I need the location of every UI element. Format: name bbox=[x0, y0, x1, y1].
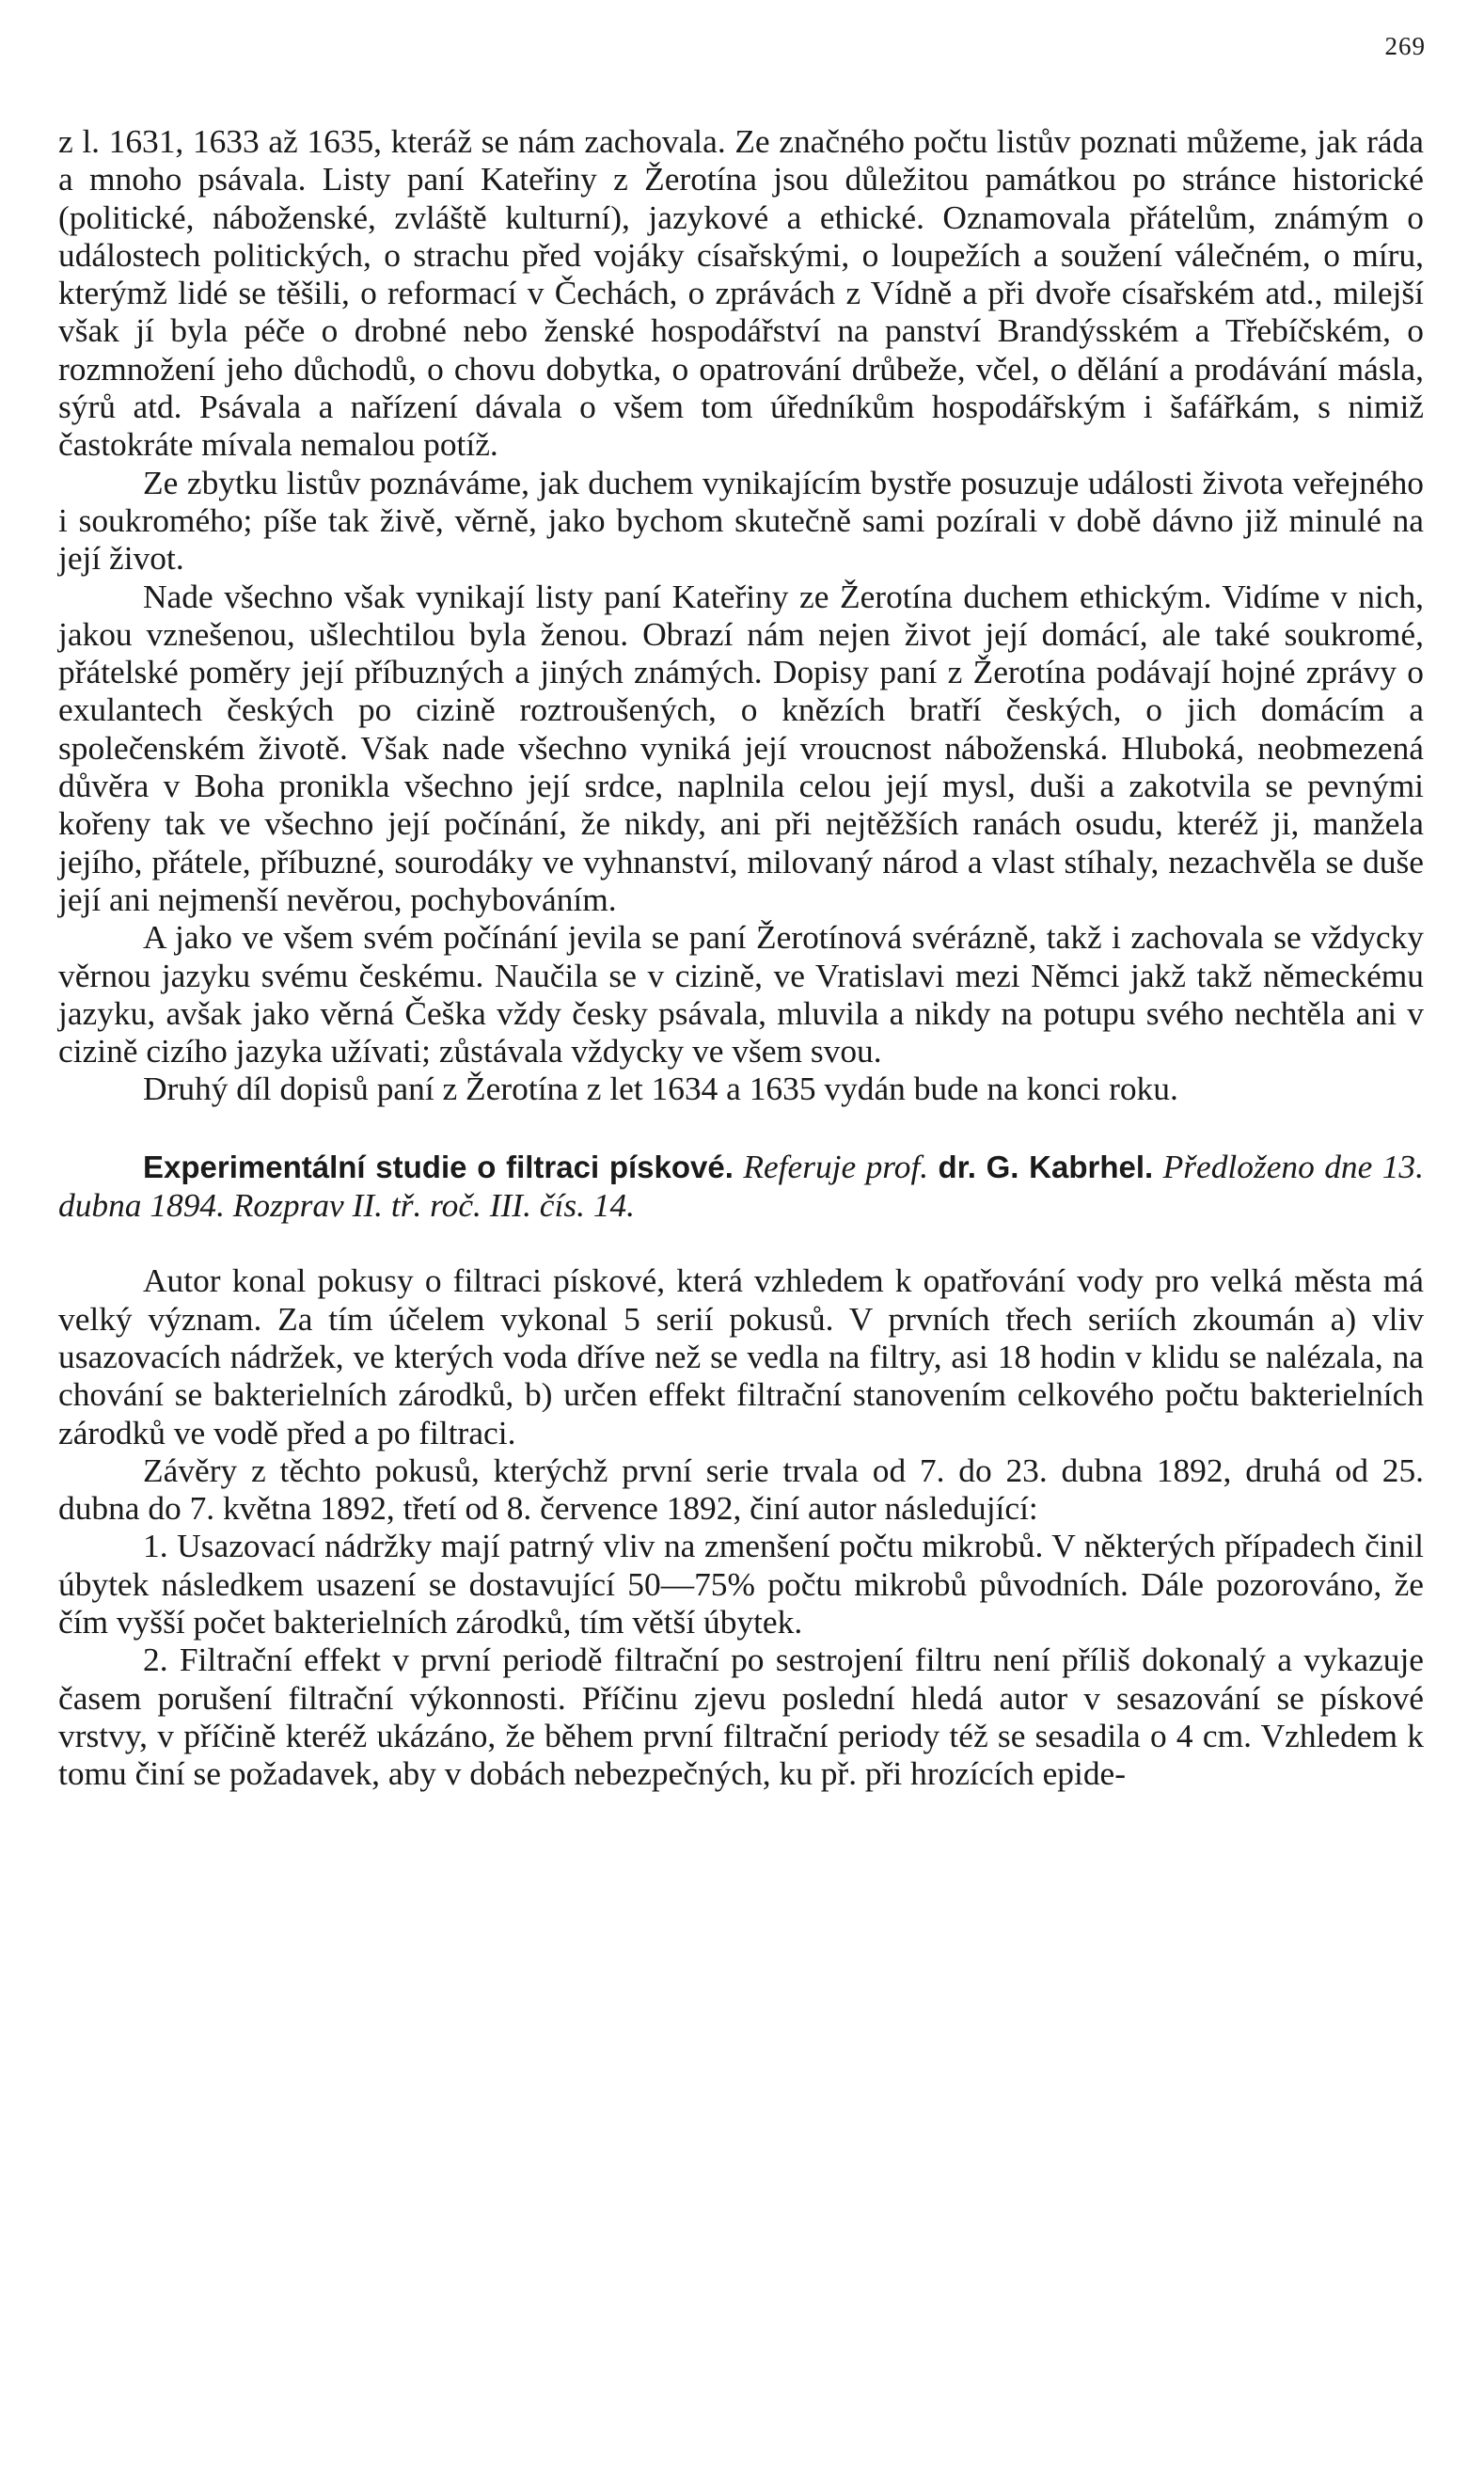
paragraph: 1. Usazovací nádržky mají patrný vliv na zmenšení počtu mikrobů. V některých případech činil úbytek následkem usazení se dostavující 50—75% počtu mikrobů původních. Dále pozorováno, že čím vyšší počet bakterielních zárodků, tím větší úbytek. bbox=[58, 1527, 1424, 1641]
paragraph: Závěry z těchto pokusů, kterýchž první serie trvala od 7. do 23. dubna 1892, druhá od 25. dubna do 7. května 1892, třetí od 8. července 1892, činí autor následující: bbox=[58, 1451, 1424, 1528]
submission-note: Předloženo dne 13. dubna 1894. Rozprav II. tř. roč. III. čís. 14. bbox=[58, 1147, 1424, 1225]
page-number: 269 bbox=[1384, 32, 1426, 60]
paragraph: z l. 1631, 1633 až 1635, kteráž se nám zachovala. Ze značného počtu listův poznati můžeme, jak ráda a mnoho psávala. Listy paní Kateřiny z Žerotína jsou důležitou památkou po stránce historické (politické, náboženské, zvláště kulturní), jazykové a ethické. Oznamovala přátelům, známým o událostech politických, o strachu před vojáky císařskými, o loupežích a soužení válečném, o míru, kterýmž lidé se těšili, o reformací v Čechách, o zprávách z Vídně a při dvoře císařském atd., milejší však jí byla péče o drobné nebo ženské hospodářství na panství Brandýsském a Třebíčském, o rozmnožení jeho důchodů, o chovu dobytka, o opatrování drůbeže, včel, o dělání a prodávání másla, sýrů atd. Psávala a nařízení dávala o všem tom úředníkům hospodářským i šafářkám, s nimiž častokráte mívala nemalou potíž. bbox=[58, 122, 1424, 464]
section-heading bbox=[58, 1148, 1424, 1225]
referuje-label: Referuje prof. bbox=[743, 1147, 929, 1185]
paragraph: Autor konal pokusy o filtraci pískové, která vzhledem k opatřování vody pro velká města má velký význam. Za tím účelem vykonal 5 serií pokusů. V prvních třech seriích zkoumán a) vliv usazovacích nádržek, ve kterých voda dříve než se vedla na filtry, asi 18 hodin v klidu se nalézala, na chování se bakterielních zárodků, b) určen effekt filtrační stanovením celkového počtu bakterielních zárodků ve vodě před a po filtraci. bbox=[58, 1261, 1424, 1451]
paragraph: 2. Filtrační effekt v první periodě filtrační po sestrojení filtru není příliš dokonalý a vykazuje časem porušení filtrační výkonnosti. Příčinu zjevu poslední hledá autor v sesazování se pískové vrstvy, v příčině kteréž ukázáno, že během první filtrační periody též se sesadila o 4 cm. Vzhledem k tomu činí se požadavek, aby v dobách nebezpečných, ku př. při hrozících epide- bbox=[58, 1641, 1424, 1793]
section-title: Experimentální studie o filtraci pískové. bbox=[143, 1149, 734, 1184]
section-author: dr. G. Kabrhel. bbox=[938, 1149, 1154, 1184]
paragraph: Druhý díl dopisů paní z Žerotína z let 1634 a 1635 vydán bude na konci roku. bbox=[143, 1070, 1178, 1108]
paragraph: A jako ve všem svém počínání jevila se paní Žerotínová svérázně, takž i zachovala se vždycky věrnou jazyku svému českému. Naučila se v cizině, ve Vratislavi mezi Němci jakž takž německému jazyku, avšak jako věrná Češka vždy česky psávala, mluvila a nikdy na potupu svého nechtěla ani v cizině cizího jazyka užívati; zůstávala vždycky ve všem svou. bbox=[58, 918, 1424, 1070]
body-text bbox=[58, 122, 1424, 1792]
paragraph: Ze zbytku listův poznáváme, jak duchem vynikajícím bystře posuzuje události života veřejného i soukromého; píše tak živě, věrně, jako bychom skutečně sami pozírali v době dávno již minulé na její život. bbox=[58, 463, 1424, 578]
paragraph: Nade všechno však vynikají listy paní Kateřiny ze Žerotína duchem ethickým. Vidíme v nich, jakou vznešenou, ušlechtilou byla ženou. Obrazí nám nejen život její domácí, ale také soukromé, přátelské poměry její příbuzných a jiných známých. Dopisy paní z Žerotína podávají hojné zprávy o exulantech českých po cizině roztroušených, o knězích bratří českých, o jich domácím a společenském životě. Však nade všechno vyniká její vroucnost náboženská. Hluboká, neobmezená důvěra v Boha pronikla všechno její srdce, naplnila celou její mysl, duši a zakotvila se pevnými kořeny tak ve všechno její počínání, že nikdy, ani při nejtěžších ranách osudu, kteréž ji, manžela jejího, přátele, příbuzné, sourodáky ve vyhnanství, milovaný národ a vlast stíhaly, nezachvěla se duše její ani nejmenší nevěrou, pochybováním. bbox=[58, 577, 1424, 918]
